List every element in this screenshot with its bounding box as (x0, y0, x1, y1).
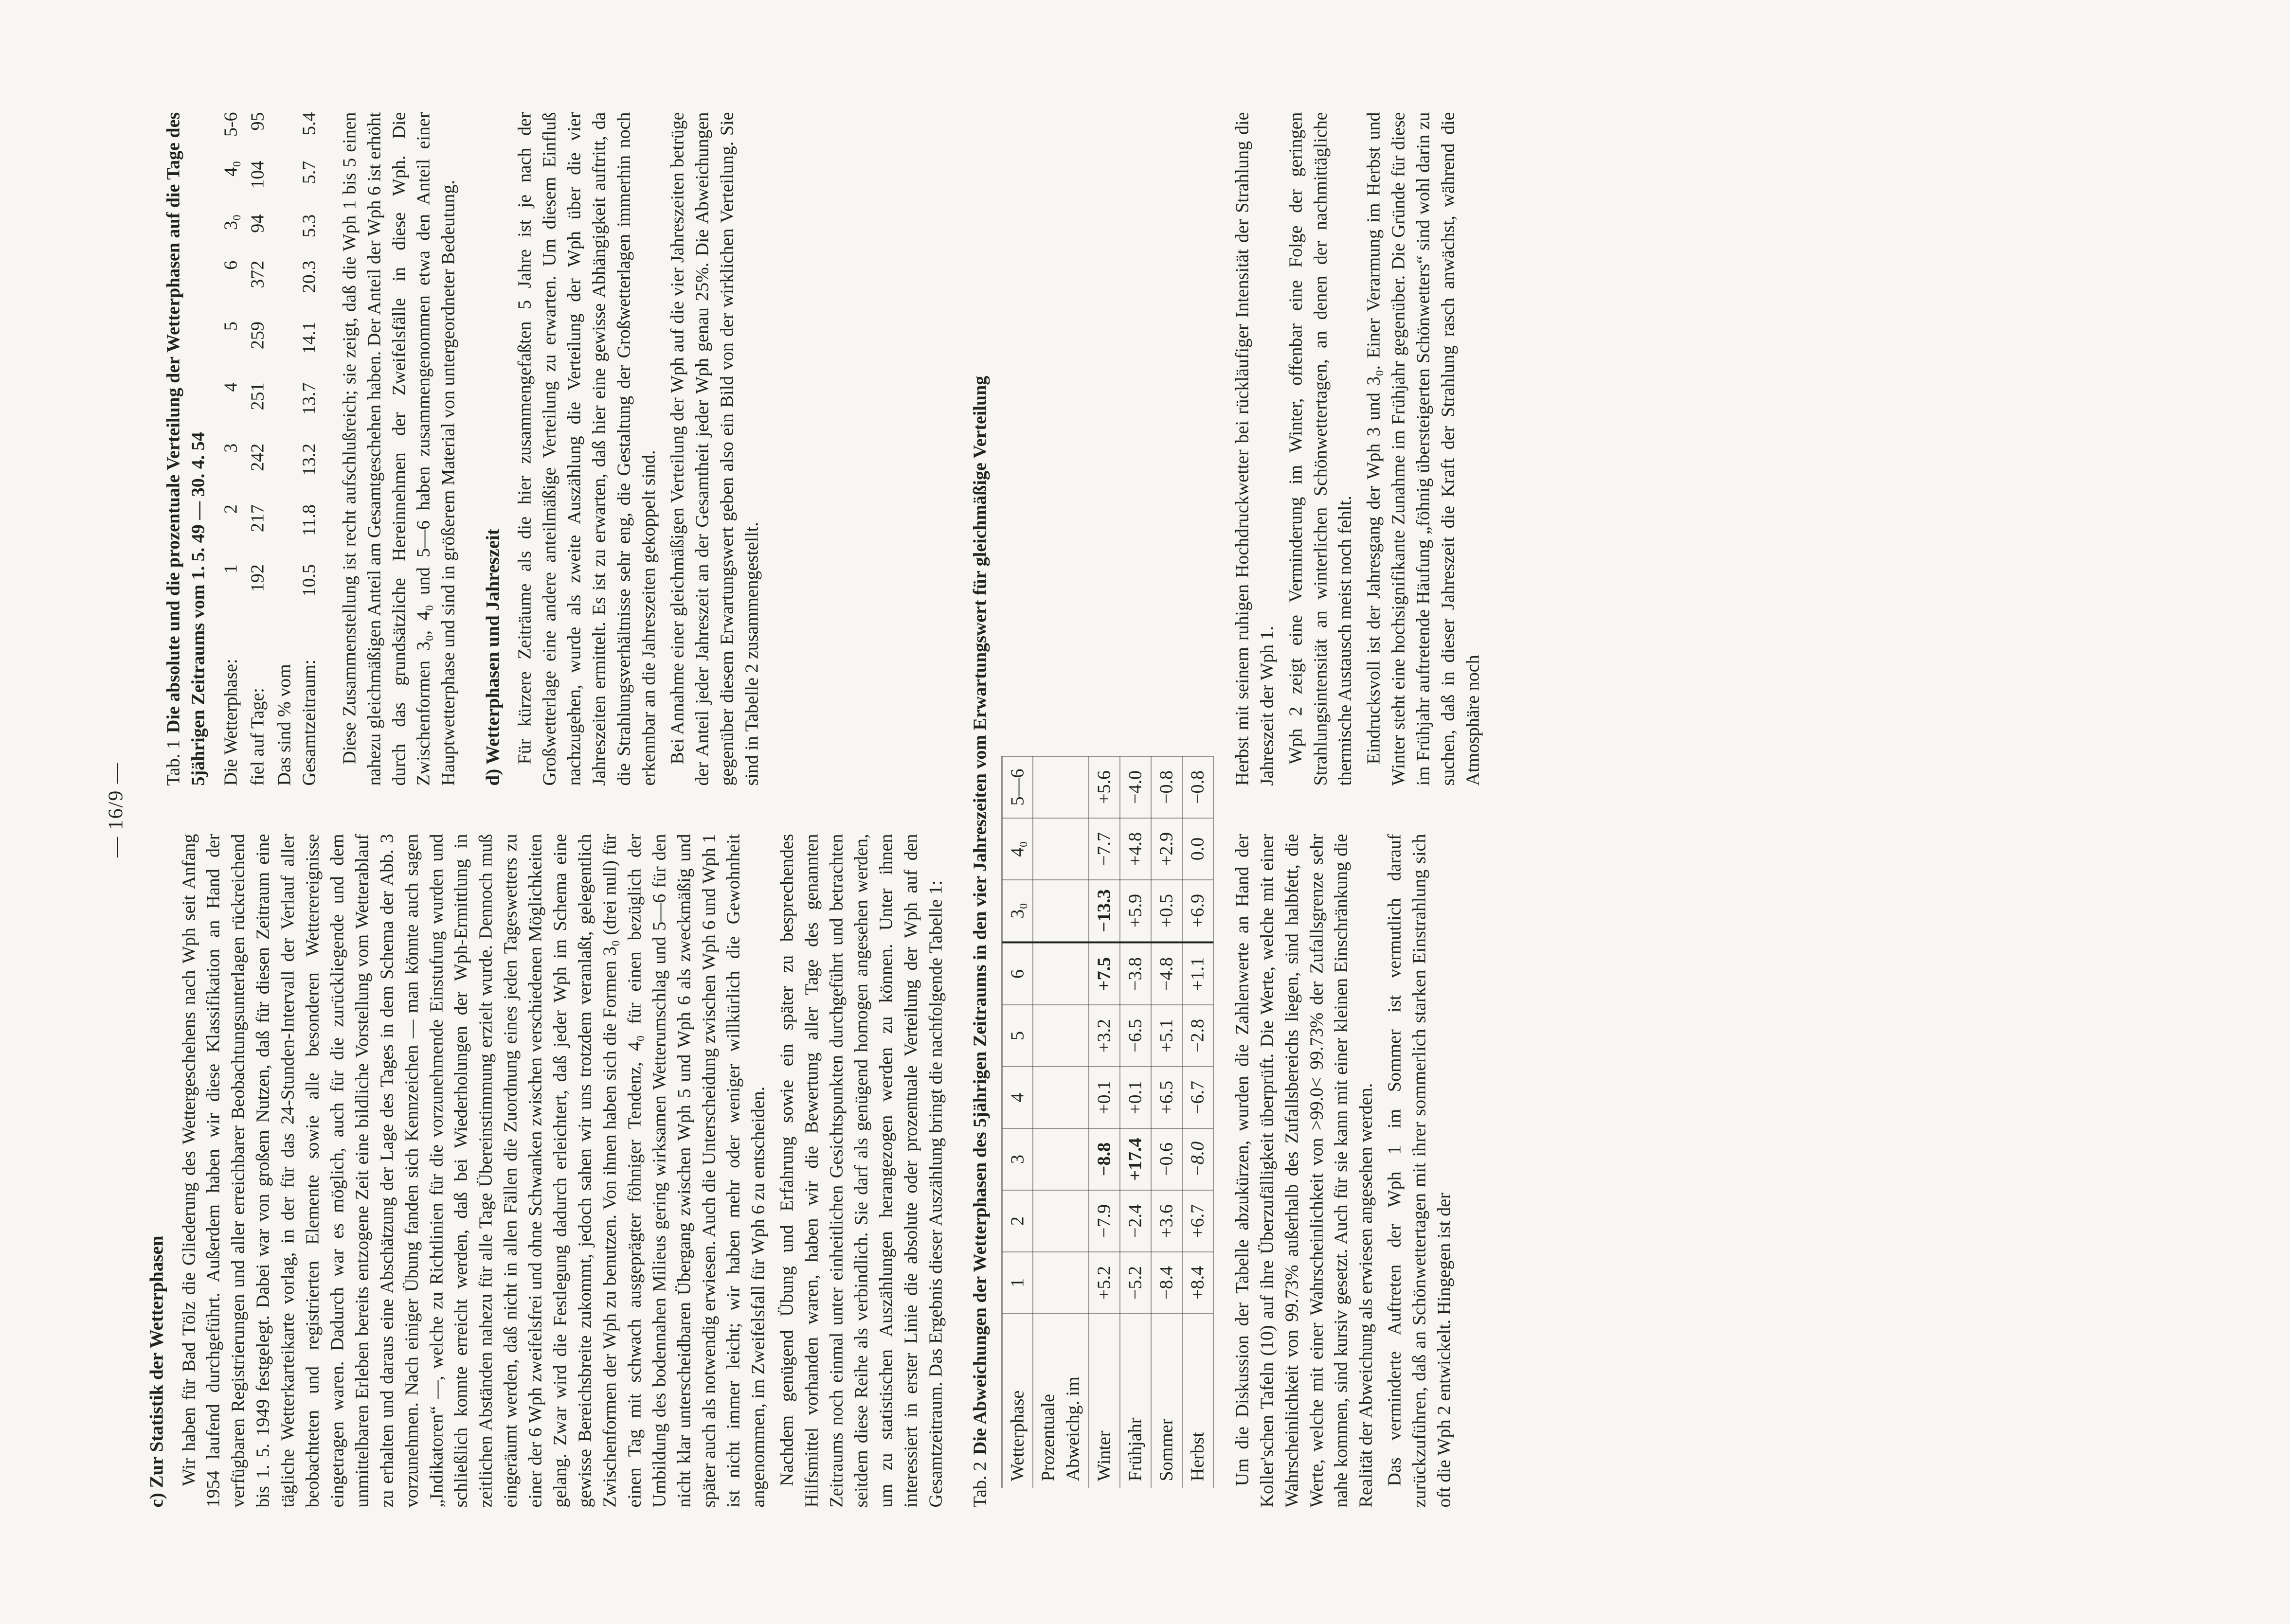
table1-label: Tab. 1 (163, 739, 184, 785)
table-row: Die Wetterphase: 1 2 3 4 5 6 3₀ 4₀ 5-6 (217, 112, 244, 785)
paragraph: Das verminderte Auftreten der Wph 1 im Sommer ist vermutlich darauf zurückzuführen, daß an Schönwettertagen mit ihrer sommerlich starken Einstrahlung sich oft die Wph 2 entwickelt. Hingegen ist der (1384, 834, 1455, 1507)
paragraph: Herbst mit seinem ruhigen Hochdruckwetter bei rückläufiger Intensität der Strahlung die Jahreszeit der Wph 1. (1231, 112, 1277, 785)
table-row: Frühjahr −5.2 −2.4 +17.4 +0.1 −6.5 −3.8 +5.9 +4.8 −4.0 (1120, 756, 1151, 1488)
table1-caption: Tab. 1Die absolute und die prozentuale Verteilung der Wetterphasen auf die Tage des 5jährigen Zeitraums vom 1. 5. 49 — 30. 4. 54 (163, 112, 209, 785)
table1 (217, 112, 323, 785)
section-d-heading: d) Wetterphasen und Jahreszeit (482, 528, 504, 785)
table-header-row: Wetterphase 1 2 3 4 5 6 3₀ 4₀ 5—6 (1002, 756, 1033, 1488)
paragraph: Bei Annahme einer gleichmäßigen Verteilung der Wph auf die vier Jahreszeiten betrüge der Anteil jeder Jahreszeit an der Gesamtheit jeder Wph genau 25%. Die Abweichungen gegenüber diesem Erwartungswert geben also ein Bild von der wirklichen Verteilung. Sie sind in Tabelle 2 zusammengestellt. (667, 112, 762, 785)
table2-label: Tab. 2 (969, 1461, 990, 1507)
row-label: Das sind % vom Gesamtzeitraum: (273, 659, 319, 785)
right-column (144, 112, 764, 785)
table-subheader-row: Prozentuale Abweichg. im (1033, 756, 1089, 1488)
section-c-heading: c) Zur Statistik der Wetterphasen (146, 1235, 167, 1507)
lower-right-column (1230, 112, 1485, 785)
row-label: fiel auf Tage: (247, 687, 268, 785)
row-label: Die Wetterphase: (220, 658, 241, 785)
table-row: Sommer −8.4 +3.6 −0.6 +6.5 +5.1 −4.8 +0.5 +2.9 −0.8 (1151, 756, 1182, 1488)
paragraph: Wph 2 zeigt eine Verminderung im Winter, offenbar eine Folge der geringen Strahlungsintensität an winterlichen Schönwettertagen, an denen der nachmittägliche thermische Austausch meist noch fehlt. (1285, 112, 1355, 785)
paragraph: Diese Zusammenstellung ist recht aufschlußreich; sie zeigt, daß die Wph 1 bis 5 einen nahezu gleichmäßigen Anteil am Gesamtgeschehen haben. Der Anteil der Wph 6 ist erhöht durch das grundsätzliche Hereinnehmen der Zweifelsfälle in diese Wph. Die Zwischenformen 3₀, 4₀ und 5—6 haben zusammengenommen etwa den Anteil einer Hauptwetterphase und sind in größerem Material von untergeordneter Bedeutung. (339, 112, 459, 785)
paragraph: Um die Diskussion der Tabelle abzukürzen, wurden die Zahlenwerte an Hand der Koller'schen Tafeln (10) auf ihre Überzufälligkeit überprüft. Die Werte, welche mit einer Wahrscheinlichkeit von 99.73% außerhalb des Zufallsbereichs liegen, sind halbfett, die Werte, welche mit einer Wahrscheinlichkeit von >99.0< 99.73% der Zufallsgrenze sehr nahe kommen, sind kursiv gesetzt. Auch für sie kann mit einer kleinen Einschränkung die Realität der Abweichung als erwiesen angesehen werden. (1231, 834, 1376, 1507)
table-row: Herbst +8.4 +6.7 −8.0 −6.7 −2.8 +1.1 +6.9 0.0 −0.8 (1182, 756, 1213, 1488)
page-number: — 16/9 — (105, 762, 127, 857)
table-row: Winter +5.2 −7.9 −8.8 +0.1 +3.2 +7.5 −13.3 −7.7 +5.6 (1089, 756, 1120, 1488)
paragraph: Wir haben für Bad Tölz die Gliederung des Wettergeschehens nach Wph seit Anfang 1954 laufend durchgeführt. Außerdem haben wir diese Klassifikation an Hand der verfügbaren Registrierungen und aller erreichbarer Beobachtungsunterlagen rückreichend bis 1. 5. 1949 festgelegt. Dabei war von großem Nutzen, daß für diesen Zeitraum eine tägliche Wetterkarteikarte vorlag, in der für das 24-Stunden-Intervall der Verlauf aller beobachteten und registrierten Elemente sowie alle besonderen Wetterereignisse eingetragen waren. Dadurch war es möglich, auch für die zurückliegende und dem unmittelbaren Erleben bereits entzogene Zeit eine bildliche Vorstellung vom Wetterablauf zu erhalten und daraus eine Abschätzung der Lage des Tages in dem Schema der Abb. 3 vorzunehmen. Nach einiger Übung fanden sich Kennzeichen — man könnte auch sagen „Indikatoren“ —, welche zu Richtlinien für die vorzunehmende Einstufung wurden und schließlich konnte erreicht werden, daß bei Wiederholungen der Wph-Ermittlung in zeitlichen Abständen nahezu für alle Tage Übereinstimmung erzielt wurde. Dennoch muß eingeräumt werden, daß nicht in allen Fällen die Zuordnung eines jeden Tageswetters zu einer der 6 Wph zweifelsfrei und ohne Schwanken zwischen verschiedenen Möglichkeiten gelang. Zwar wird die Festlegung dadurch erleichtert, daß jeder Wph im Schema eine gewisse Bereichsbreite zukommt, jedoch sahen wir uns trotzdem veranlaßt, gelegentlich Zwischenformen der Wph zu benutzen. Von ihnen haben sich die Formen 3₀ (drei null) für einen Tag mit schwach ausgeprägter föhniger Tendenz, 4₀ für einen bezüglich der Umbildung des bodennahen Milieus gering wirksamen Wetterumschlag und 5—6 für den nicht klar unterscheidbaren Übergang zwischen Wph 5 und Wph 6 als zweckmäßig und später auch als notwendig erwiesen. Auch die Unterscheidung zwischen Wph 6 und Wph 1 ist nicht immer leicht; wir haben mehr oder weniger willkürlich die Gewohnheit angenommen, im Zweifelsfall für Wph 6 zu entscheiden. (178, 834, 769, 1507)
paragraph: Nachdem genügend Übung und Erfahrung sowie ein später zu besprechendes Hilfsmittel vorhanden waren, haben wir die Bewertung aller Tage des genannten Zeitraums noch einmal unter einheitlichen Gesichtspunkten durchgeführt und betrachten seitdem diese Reihe als verbindlich. Sie darf als genügend homogen angesehen werden, um zu statistischen Auszählungen herangezogen werden zu können. Unter ihnen interessiert in erster Linie die absolute oder prozentuale Verteilung der Wph auf den Gesamtzeitraum. Das Ergebnis dieser Auszählung bringt die nachfolgende Tabelle 1: (776, 834, 946, 1507)
table-row: Das sind % vom Gesamtzeitraum: 10.5 11.8 13.2 13.7 14.1 20.3 5.3 5.7 5.4 (271, 112, 323, 785)
lower-columns (1230, 112, 1485, 1507)
upper-columns (144, 112, 948, 1507)
paragraph: Für kürzere Zeiträume als die hier zusammengefaßten 5 Jahre ist je nach der Großwetterlage eine andere anteilmäßige Verteilung zu erwarten. Um diesem Einfluß nachzugehen, wurde als zweite Auszählung die Verteilung der Wph über die vier Jahreszeiten ermittelt. Es ist zu erwarten, daß hier eine gewisse Abhängigkeit auftritt, da die Strahlungsverhältnisse sehr eng, die Gestaltung der Großwetterlagen immerhin noch erkennbar an die Jahreszeiten gekoppelt sind. (514, 112, 659, 785)
left-column (144, 834, 948, 1507)
lower-left-column (1230, 834, 1457, 1507)
paragraph: Eindrucksvoll ist der Jahresgang der Wph 3 und 3₀. Einer Verarmung im Herbst und Winter steht eine hochsignifikante Zunahme im Frühjahr gegenüber. Die Gründe für diese im Frühjahr auftretende Häufung „föhnig übersteigerten Schönwetters“ sind wohl darin zu suchen, daß in dieser Jahreszeit die Kraft der Strahlung rasch anwächst, während die Atmosphäre noch (1363, 112, 1483, 785)
table-row: fiel auf Tage: 192 217 242 251 259 372 94 104 95 (244, 112, 271, 785)
table2 (1001, 756, 1213, 1488)
table2-caption: Tab. 2Die Abweichungen der Wetterphasen des 5jährigen Zeitraums in den vier Jahreszeiten vom Erwartungswert für gleichmäßige Verteilung (969, 375, 990, 1507)
table2-block (968, 112, 1213, 1507)
